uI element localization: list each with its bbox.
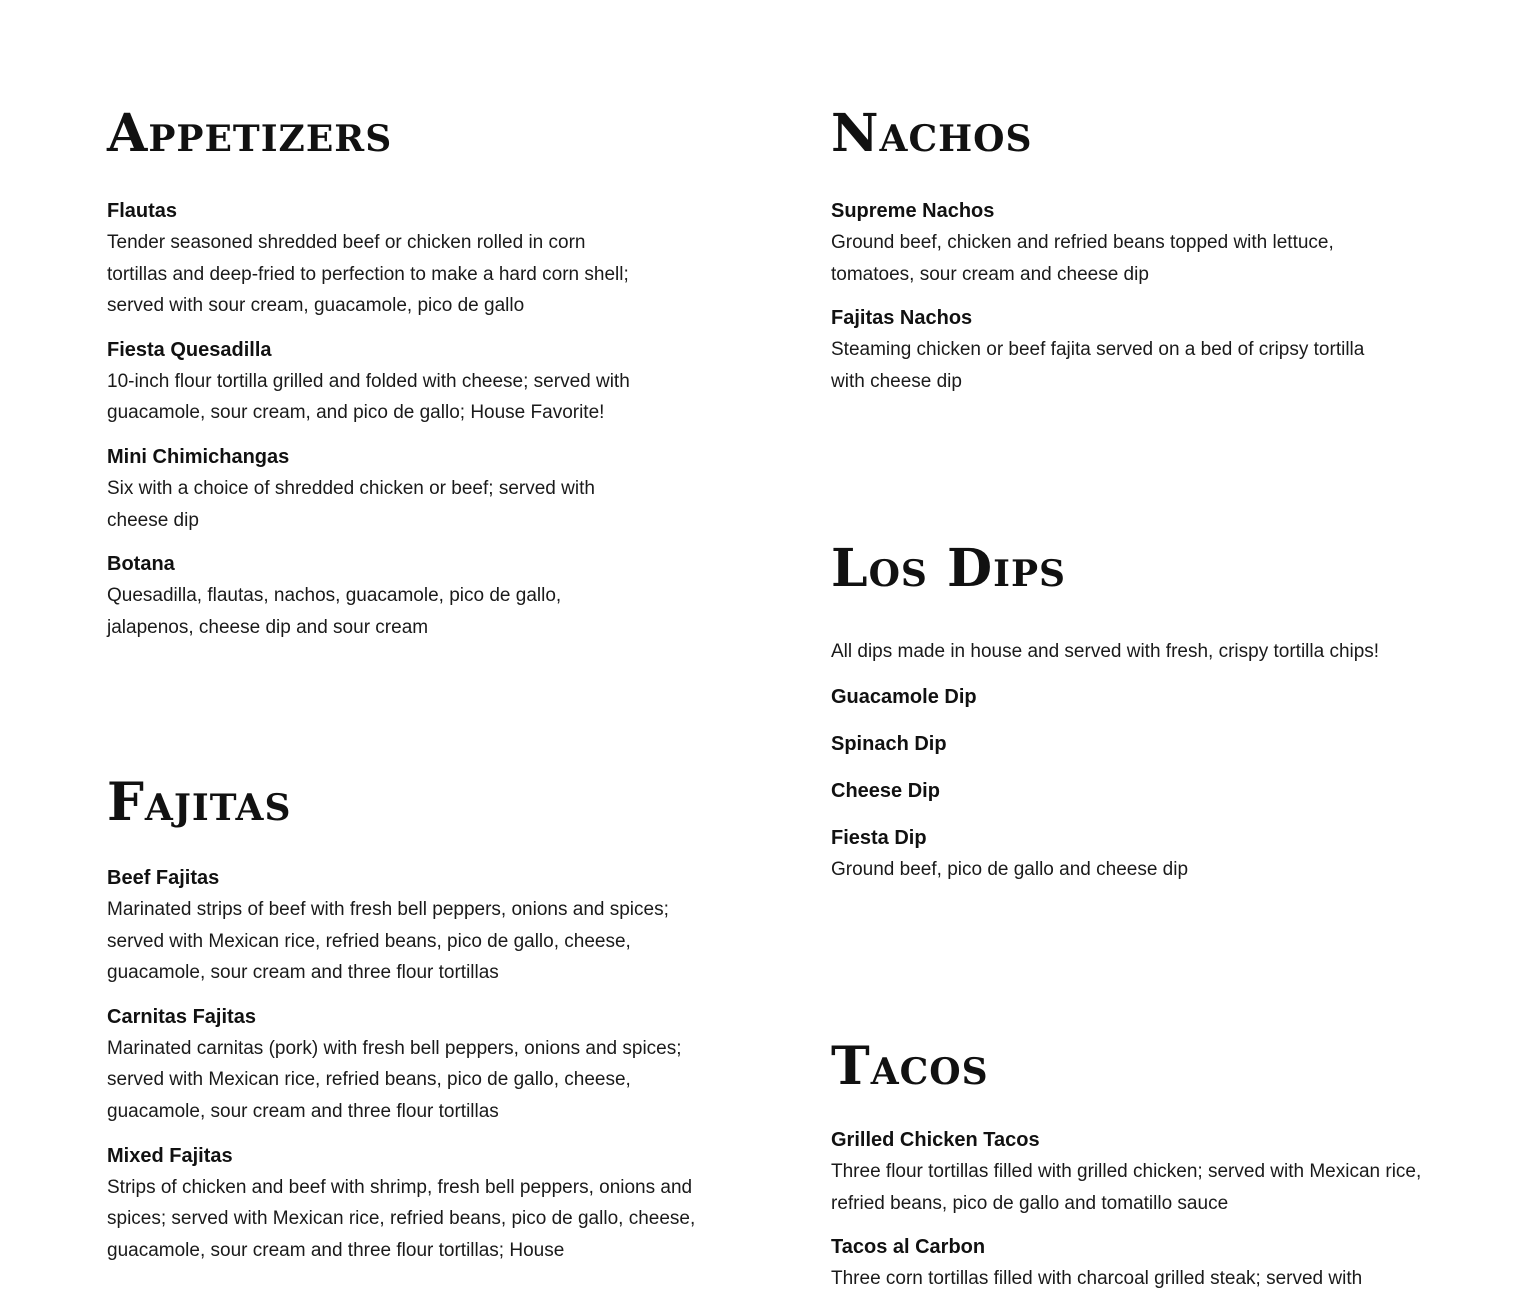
appetizers-section	[107, 103, 647, 658]
dips-section	[831, 538, 1471, 901]
menu-item-name: Tacos al Carbon	[831, 1236, 986, 1259]
menu-item-description: Three corn tortillas filled with charcoal grilled steak; served with	[831, 1268, 1363, 1290]
menu-item	[107, 1004, 707, 1128]
menu-item-name: Botana	[107, 553, 175, 576]
menu-item	[831, 825, 1471, 886]
menu-item	[831, 1234, 1431, 1295]
menu-item	[831, 1127, 1431, 1219]
menu-items	[831, 198, 1391, 397]
menu-item-description: Marinated strips of beef with fresh bell peppers, onions and spices; served with Mexican rice, refried beans, pico de gallo, cheese, guacamole, sour cream and three flour tortillas	[107, 899, 669, 984]
menu-item-description: Ground beef, pico de gallo and cheese dip	[831, 859, 1189, 880]
menu-item-name: Fajitas Nachos	[831, 307, 973, 330]
menu-item-name: Fiesta Quesadilla	[107, 338, 272, 361]
menu-item	[831, 198, 1391, 290]
menu-item	[107, 337, 647, 429]
menu-item-name: Flautas	[107, 200, 178, 222]
menu-item	[831, 778, 1471, 804]
section-title: Los Dips	[831, 538, 1067, 599]
menu-item-description: Steaming chicken or beef fajita served on a bed of cripsy tortilla with cheese dip	[831, 339, 1365, 392]
section-intro: All dips made in house and served with fresh, crispy tortilla chips!	[831, 641, 1380, 662]
nachos-section	[831, 103, 1391, 412]
menu-item-description: Quesadilla, flautas, nachos, guacamole, pico de gallo, jalapenos, cheese dip and sour cream	[107, 585, 562, 638]
section-title: Nachos	[831, 103, 1033, 164]
fajitas-section	[107, 772, 707, 1281]
menu-item-name: Grilled Chicken Tacos	[831, 1129, 1040, 1151]
section-title: Appetizers	[107, 103, 393, 164]
menu-item-description: Marinated carnitas (pork) with fresh bell peppers, onions and spices; served with Mexican rice, refried beans, pico de gallo, cheese, guacamole, sour cream and three flour tortillas	[107, 1037, 682, 1122]
menu-item-name: Supreme Nachos	[831, 200, 995, 222]
menu-item-name: Carnitas Fajitas	[107, 1005, 256, 1028]
menu-item-description: 10-inch flour tortilla grilled and folded with cheese; served with guacamole, sour cream, and pico de gallo; House Favorite!	[107, 370, 630, 424]
menu-item	[107, 1143, 707, 1267]
tacos-section	[831, 1036, 1431, 1310]
menu-item-description: Three flour tortillas filled with grilled chicken; served with Mexican rice, refried beans, pico de gallo and tomatillo sauce	[831, 1161, 1422, 1214]
menu-items	[831, 1127, 1431, 1295]
menu-item	[107, 198, 647, 322]
menu-item	[107, 865, 707, 989]
menu-item-description: Ground beef, chicken and refried beans topped with lettuce, tomatoes, sour cream and cheese dip	[831, 232, 1334, 285]
menu-item	[831, 684, 1471, 710]
menu-items	[107, 198, 647, 643]
menu-item-name: Mixed Fajitas	[107, 1144, 233, 1167]
menu-item-name: Fiesta Dip	[831, 827, 927, 849]
menu-item	[107, 551, 647, 643]
menu-item-name: Spinach Dip	[831, 733, 947, 755]
menu-items	[107, 865, 707, 1266]
menu-items	[831, 636, 1471, 886]
menu-item	[831, 731, 1471, 757]
section-title: Tacos	[831, 1036, 989, 1097]
section-title: Fajitas	[107, 772, 292, 833]
menu-item-name: Guacamole Dip	[831, 686, 977, 708]
menu-item-description: Six with a choice of shredded chicken or beef; served with cheese dip	[107, 477, 595, 531]
menu-item	[107, 444, 647, 536]
menu-item-description: Strips of chicken and beef with shrimp, fresh bell peppers, onions and spices; served with Mexican rice, refried beans, pico de gallo, cheese, guacamole, sour cream and three flour tortillas; House	[107, 1176, 696, 1261]
menu-item-name: Beef Fajitas	[107, 867, 220, 889]
menu-item	[831, 305, 1391, 397]
menu-item-name: Mini Chimichangas	[107, 445, 290, 468]
menu-item-description: Tender seasoned shredded beef or chicken rolled in corn tortillas and deep-fried to perfection to make a hard corn shell; served with sour cream, guacamole, pico de gallo	[107, 232, 629, 317]
menu-item-name: Cheese Dip	[831, 780, 940, 802]
